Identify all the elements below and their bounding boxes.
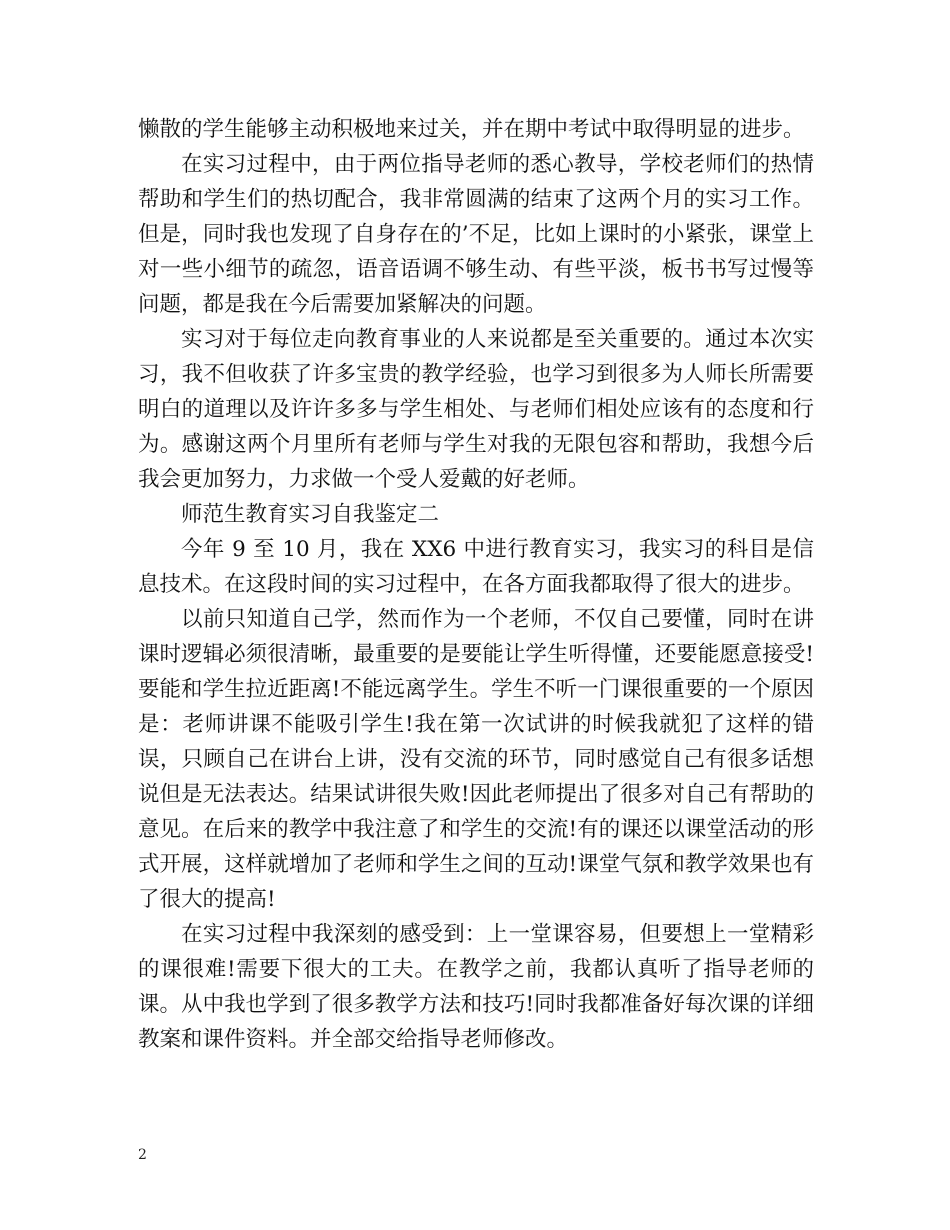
document-body — [138, 112, 814, 1057]
paragraph-6: 在实习过程中我深刻的感受到：上一堂课容易，但要想上一堂精彩的课很难!需要下很大的工夫。在教学之前，我都认真听了指导老师的课。从中我也学到了很多教学方法和技巧!同时我都准备好每次课的详细教案和课件资料。并全部交给指导老师修改。 — [138, 922, 814, 1052]
paragraph-1: 懒散的学生能够主动积极地来过关，并在期中考试中取得明显的进步。 — [138, 117, 805, 142]
paragraph-3: 实习对于每位走向教育事业的人来说都是至关重要的。通过本次实习，我不但收获了许多宝贵的教学经验，也学习到很多为人师长所需要明白的道理以及许许多多与学生相处、与老师们相处应该有的态度和行为。感谢这两个月里所有老师与学生对我的无限包容和帮助，我想今后我会更加努力，力求做一个受人爱戴的好老师。 — [138, 327, 814, 492]
paragraph-5: 以前只知道自己学，然而作为一个老师，不仅自己要懂，同时在讲课时逻辑必须很清晰，最重要的是要能让学生听得懂，还要能愿意接受!要能和学生拉近距离!不能远离学生。学生不听一门课很重要的一个原因是：老师讲课不能吸引学生!我在第一次试讲的时候我就犯了这样的错误，只顾自己在讲台上讲，没有交流的环节，同时感觉自己有很多话想说但是无法表达。结果试讲很失败!因此老师提出了很多对自己有帮助的意见。在后来的教学中我注意了和学生的交流!有的课还以课堂活动的形式开展，这样就增加了老师和学生之间的互动!课堂气氛和教学效果也有了很大的提高! — [138, 607, 814, 912]
paragraph-4: 今年 9 至 10 月，我在 XX6 中进行教育实习，我实习的科目是信息技术。在这段时间的实习过程中，在各方面我都取得了很大的进步。 — [138, 537, 814, 597]
page-number: 2 — [138, 1147, 147, 1163]
paragraph-2: 在实习过程中，由于两位指导老师的悉心教导，学校老师们的热情帮助和学生们的热切配合，我非常圆满的结束了这两个月的实习工作。但是，同时我也发现了自身存在的’不足，比如上课时的小紧张，课堂上对一些小细节的疏忽，语音语调不够生动、有些平淡，板书书写过慢等问题，都是我在今后需要加紧解决的问题。 — [138, 152, 814, 317]
section-heading: 师范生教育实习自我鉴定二 — [181, 502, 440, 527]
